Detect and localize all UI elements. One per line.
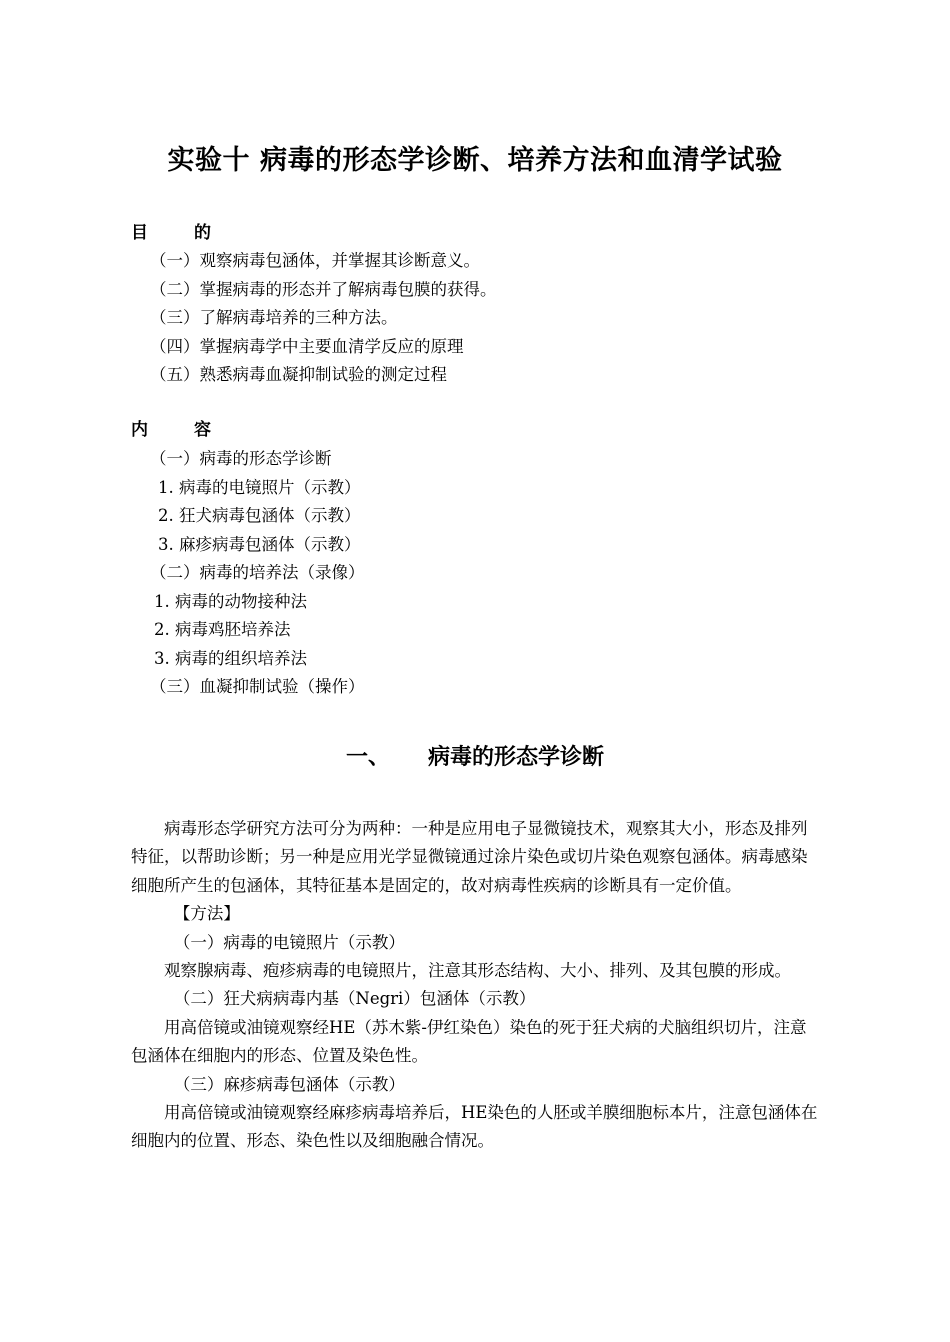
list-item: 3. 病毒的组织培养法 [154, 648, 307, 668]
subsection-text: 用高倍镜或油镜观察经麻疹病毒培养后，HE染色的人胚或羊膜细胞标本片，注意包涵体在细胞内的位置、形态、染色性以及细胞融合情况。 [131, 1103, 818, 1151]
subsection-text: 观察腺病毒、疱疹病毒的电镜照片，注意其形态结构、大小、排列、及其包膜的形成。 [164, 961, 791, 981]
content-list [150, 445, 365, 702]
intro-paragraph: 病毒形态学研究方法可分为两种：一种是应用电子显微镜技术，观察其大小，形态及排列特征，以帮助诊断；另一种是应用光学显微镜通过涂片染色或切片染色观察包涵体。病毒感染细胞所产生的包涵体，其特征基本是固定的，故对病毒性疾病的诊断具有一定价值。 [131, 819, 808, 895]
subsection-title: （二）狂犬病病毒内基（Negri）包涵体（示教） [173, 989, 536, 1009]
list-item: 1. 病毒的电镜照片（示教） [158, 477, 361, 497]
section-body [131, 815, 821, 1156]
list-item: 1. 病毒的动物接种法 [154, 591, 307, 611]
section-heading: 病毒的形态学诊断 [428, 745, 605, 770]
list-item: （三）血凝抑制试验（操作） [150, 677, 365, 696]
subsection-text: 用高倍镜或油镜观察经HE（苏木紫-伊红染色）染色的死于狂犬病的犬脑组织切片，注意包涵体在细胞内的形态、位置及染色性。 [131, 1017, 807, 1066]
section-number: 一、 [345, 745, 390, 770]
list-item: （二）掌握病毒的形态并了解病毒包膜的获得。 [150, 279, 497, 299]
list-item: （一）观察病毒包涵体，并掌握其诊断意义。 [150, 251, 480, 270]
list-item: 3. 麻疹病毒包涵体（示教） [158, 534, 361, 554]
list-item: 2. 狂犬病毒包涵体（示教） [158, 506, 361, 525]
list-item: （三）了解病毒培养的三种方法。 [150, 308, 398, 327]
subsection-title: （一）病毒的电镜照片（示教） [173, 932, 405, 952]
method-label: 【方法】 [173, 904, 240, 924]
purpose-heading: 目的 [131, 223, 257, 243]
list-item: （二）病毒的培养法（录像） [150, 563, 365, 582]
list-item: （一）病毒的形态学诊断 [150, 449, 332, 468]
list-item: （五）熟悉病毒血凝抑制试验的测定过程 [150, 365, 447, 384]
list-item: （四）掌握病毒学中主要血清学反应的原理 [150, 336, 464, 356]
content-heading: 内容 [131, 420, 257, 440]
document-title: 实验十 病毒的形态学诊断、培养方法和血清学试验 [167, 145, 783, 176]
list-item: 2. 病毒鸡胚培养法 [154, 620, 291, 639]
purpose-list [150, 247, 497, 390]
subsection-title: （三）麻疹病毒包涵体（示教） [173, 1074, 405, 1094]
section-title [0, 742, 950, 774]
